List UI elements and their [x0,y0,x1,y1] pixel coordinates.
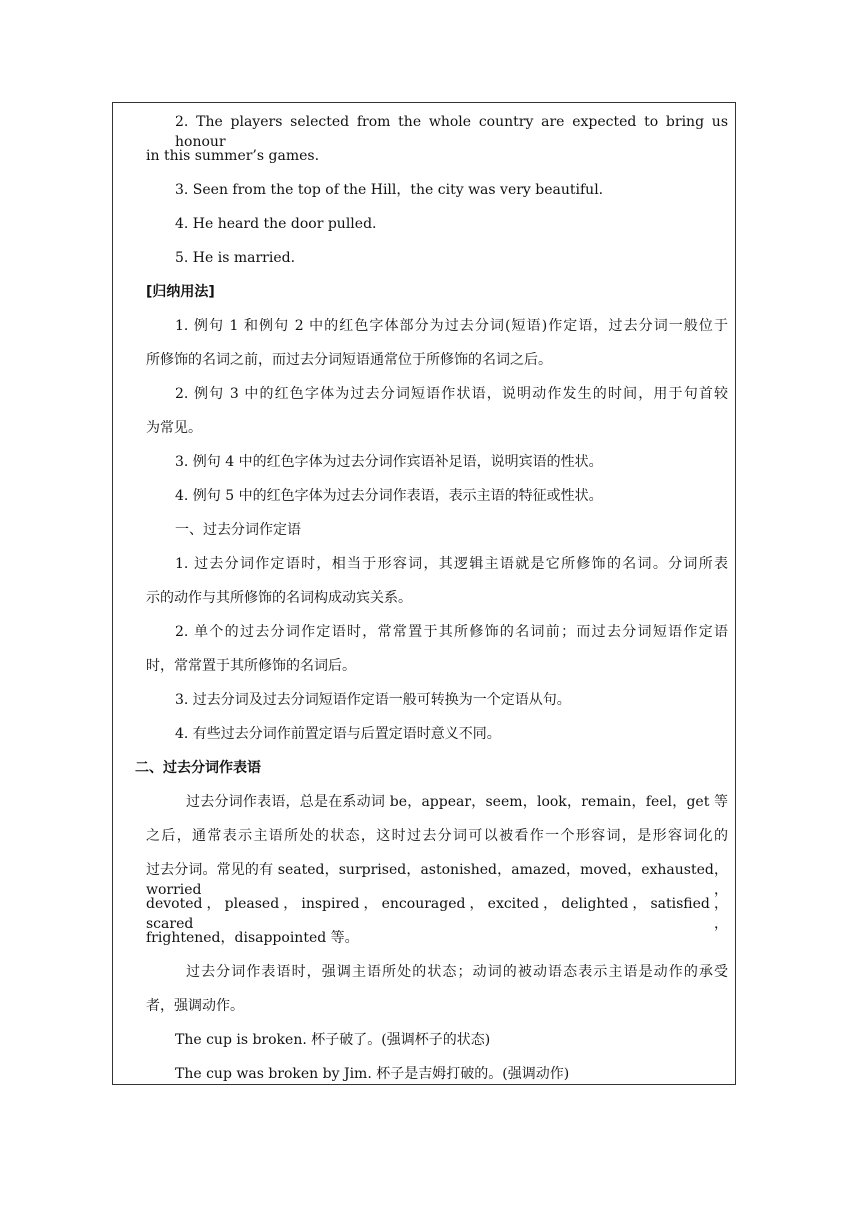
section-1-item-2-line-2: 时，常常置于其所修饰的名词后。 [146,658,356,674]
usage-1-line-1: 1. 例句 1 和例句 2 中的红色字体部分为过去分词(短语)作定语，过去分词一般位于 [175,318,728,334]
example-2-line-2: in this summer’s games. [146,148,320,164]
section-2-para-1-line-3: 过去分词。常见的有 seated，surprised，astonished，amazed，moved，exhausted，worried， [146,862,728,898]
section-2-para-1-line-4: devoted，pleased，inspired，encouraged，excited，delighted，satisfied，scared， [146,896,728,932]
section-1-item-1-line-1: 1. 过去分词作定语时，相当于形容词，其逻辑主语就是它所修饰的名词。分词所表 [175,556,728,572]
example-cup-was-broken: The cup was broken by Jim. 杯子是吉姆打破的。(强调动作) [175,1066,570,1082]
section-2-para-2-line-2: 者，强调动作。 [146,998,244,1014]
section-1-item-2-line-1: 2. 单个的过去分词作定语时，常常置于其所修饰的名词前；而过去分词短语作定语 [175,624,728,640]
section-2-para-1-line-2: 之后，通常表示主语所处的状态，这时过去分词可以被看作一个形容词，是形容词化的 [146,828,728,844]
section-2-para-1-line-1: 过去分词作表语，总是在系动词 be，appear，seem，look，remain，feel，get 等 [186,794,728,810]
example-2-line-1: 2. The players selected from the whole country are expected to bring us honour [175,114,728,150]
usage-4: 4. 例句 5 中的红色字体为过去分词作表语，表示主语的特征或性状。 [175,488,603,504]
section-2-para-1-line-5: frightened，disappointed 等。 [146,930,359,946]
section-1-heading: 一、过去分词作定语 [175,522,301,538]
section-1-item-4: 4. 有些过去分词作前置定语与后置定语时意义不同。 [175,726,501,742]
section-1-item-1-line-2: 示的动作与其所修饰的名词构成动宾关系。 [146,590,412,606]
example-5: 5. He is married. [175,250,296,266]
section-2-heading: 二、过去分词作表语 [135,760,261,776]
usage-2-line-1: 2. 例句 3 中的红色字体为过去分词短语作状语，说明动作发生的时间，用于句首较 [175,386,728,402]
section-1-item-3: 3. 过去分词及过去分词短语作定语一般可转换为一个定语从句。 [175,692,571,708]
usage-2-line-2: 为常见。 [146,420,202,436]
example-3: 3. Seen from the top of the Hill，the city was very beautiful. [175,182,604,198]
example-cup-is-broken: The cup is broken. 杯子破了。(强调杯子的状态) [175,1032,491,1048]
example-4: 4. He heard the door pulled. [175,216,377,232]
usage-1-line-2: 所修饰的名词之前，而过去分词短语通常位于所修饰的名词之后。 [146,352,552,368]
usage-3: 3. 例句 4 中的红色字体为过去分词作宾语补足语，说明宾语的性状。 [175,454,603,470]
usage-heading: [归纳用法] [146,284,215,300]
section-2-para-2-line-1: 过去分词作表语时，强调主语所处的状态；动词的被动语态表示主语是动作的承受 [186,964,728,980]
